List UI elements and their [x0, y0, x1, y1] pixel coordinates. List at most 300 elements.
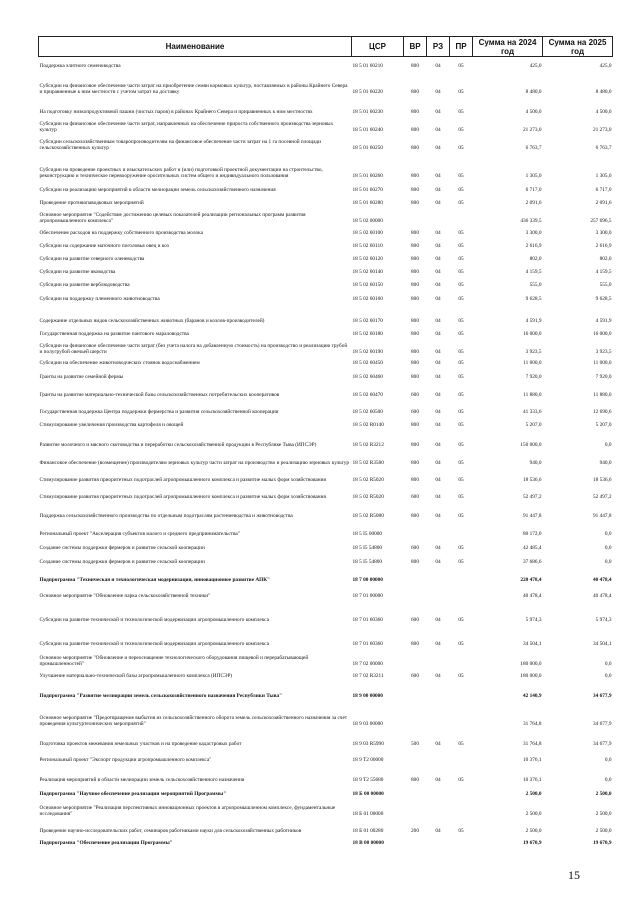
row-name: Основное мероприятие "Реализация перспективных инновационных проектов в агропромышленном комплексе, фундаментальные исследования" — [39, 804, 336, 817]
header-sum-2024: Сумма на 2024 год — [473, 37, 543, 57]
budget-table — [38, 36, 613, 846]
table-row — [39, 500, 613, 519]
row-sum-2024: 4 159,5 — [525, 268, 542, 275]
row-sum-2025: 52 497,2 — [592, 493, 612, 500]
table-row — [39, 95, 613, 115]
row-sum-2025: 6 717,0 — [595, 186, 612, 193]
row-name: Государственная поддержка Центра поддержки фермерства и развития сельскохозяйственной кооперации — [39, 408, 279, 415]
table-row — [39, 193, 613, 206]
row-name: Поддержка сельскохозяйственного производства по отдельным подотраслям растениеводства и животноводства — [39, 512, 293, 519]
row-sum-2024: 436 339,5 — [520, 217, 542, 224]
table-row — [39, 288, 613, 302]
table-row — [39, 551, 613, 565]
row-csr: 18 5 02 60140 — [352, 268, 383, 275]
row-sum-2025: 0,0 — [604, 558, 612, 565]
row-sum-2025: 940,0 — [599, 459, 612, 466]
row-csr: 18 7 00 00000 — [352, 576, 383, 583]
row-sum-2025: 2 500,0 — [595, 790, 612, 797]
table-row — [39, 699, 613, 727]
row-sum-2025: 8 480,0 — [595, 88, 612, 95]
row-vr: 800 — [411, 640, 419, 647]
row-pr: 05 — [458, 512, 464, 519]
row-pr: 05 — [458, 348, 464, 355]
row-vr: 800 — [411, 330, 419, 337]
table-row — [39, 275, 613, 288]
row-rz: 04 — [435, 348, 441, 355]
row-csr: 18 Б 00 00000 — [352, 790, 384, 797]
row-csr: 18 5 02 R5020 — [352, 493, 384, 500]
row-pr: 05 — [458, 827, 464, 834]
table-row — [39, 69, 613, 95]
row-sum-2024: 21 273,0 — [522, 126, 542, 133]
row-csr: 18 7 01 60360 — [352, 640, 383, 647]
row-pr: 05 — [458, 640, 464, 647]
row-name: Основное мероприятие "Содействие достижению целевых показателей реализации региональных программ развития агропромышленного комплекса" — [39, 211, 306, 224]
row-sum-2024: 3 300,0 — [525, 229, 542, 236]
row-sum-2025: 0,0 — [604, 672, 612, 679]
row-sum-2025: 2 616,9 — [595, 242, 612, 249]
table-row — [39, 236, 613, 249]
row-pr — [450, 699, 473, 727]
row-csr: 18 7 02 00000 — [352, 660, 383, 667]
row-vr: 800 — [411, 512, 419, 519]
row-sum-2025: 5 207,0 — [595, 421, 612, 428]
row-csr: 18 9 00 00000 — [352, 692, 383, 699]
row-csr: 18 5 I5 54800 — [352, 558, 383, 565]
row-rz — [427, 583, 450, 599]
page-number: 15 — [568, 868, 580, 882]
row-rz: 04 — [435, 391, 441, 398]
table-row — [39, 324, 613, 337]
row-csr: 18 5 02 R3212 — [352, 441, 384, 448]
row-sum-2024: 4 500,0 — [525, 108, 542, 115]
table-row — [39, 667, 613, 679]
header-name: Наименование — [39, 37, 352, 57]
row-sum-2024: 2 500,0 — [525, 790, 542, 797]
row-pr: 05 — [458, 126, 464, 133]
table-row — [39, 783, 613, 797]
row-sum-2024: 2 616,9 — [525, 242, 542, 249]
row-name: Стимулирование развития приоритетных подотраслей агропромышленного комплекса и развитие малых форм хозяйствования — [39, 476, 326, 483]
row-sum-2025: 34 677,9 — [592, 720, 612, 727]
row-pr: 05 — [458, 359, 464, 366]
row-sum-2024: 220 478,4 — [520, 576, 542, 583]
row-pr: 05 — [458, 144, 464, 151]
row-pr: 05 — [458, 172, 464, 179]
row-sum-2024: 37 686,6 — [522, 558, 542, 565]
row-csr: 18 5 02 60100 — [352, 229, 383, 236]
row-name: Субсидии на проведение проектных и изыскательских работ и (или) подготовкой проектной документации на строительство, реконструкцию и техническое перевооружение оросительных систем общего и индивидуального пользования — [39, 166, 323, 179]
row-csr: 18 5 01 60210 — [352, 62, 383, 69]
row-pr: 05 — [458, 672, 464, 679]
row-pr: 05 — [458, 330, 464, 337]
row-name: Подпрограмма "Техническая и технологическая модернизация, инновационное развитие АПК" — [39, 576, 270, 583]
table-row — [39, 727, 613, 747]
row-name: Основное мероприятие "Предотвращение выбытия из сельскохозяйственного оборота земель сельскохозяйственного назначения за счет проведения культуртехнических мероприятий" — [39, 714, 348, 727]
row-pr: 05 — [458, 229, 464, 236]
row-name: Субсидии на финансовое обеспечение части затрат, направленных на обеспечение прироста собственного производства зерновых культур — [39, 120, 334, 133]
row-pr: 05 — [458, 88, 464, 95]
row-sum-2024: 940,0 — [529, 459, 542, 466]
header-vr: ВР — [404, 37, 427, 57]
row-csr: 18 5 02 60470 — [352, 391, 383, 398]
table-row — [39, 763, 613, 783]
row-vr: 800 — [411, 144, 419, 151]
row-sum-2024: 2 500,0 — [525, 827, 542, 834]
row-name: Основное мероприятие "Обновление и переоснащение технологического оборудования пищевой и перерабатывающей промышленностей" — [39, 654, 309, 667]
row-name: Улучшение материально-технической базы агропромышленного комплекса (ИПСЭР) — [39, 672, 233, 679]
table-row — [39, 448, 613, 466]
row-rz: 04 — [435, 776, 441, 783]
table-row — [39, 206, 613, 224]
row-sum-2025: 2 091,6 — [595, 199, 612, 206]
row-rz — [427, 679, 450, 699]
row-sum-2024: 31 764,8 — [522, 740, 542, 747]
row-sum-2024: 19 670,9 — [522, 839, 542, 846]
row-csr: 18 7 01 60360 — [352, 616, 383, 623]
row-pr: 05 — [458, 62, 464, 69]
row-vr: 500 — [411, 740, 419, 747]
row-name: Субсидии сельскохозяйственным товаропроизводителям на финансовое обеспечение части затрат на 1 га посевной площади сельскохозяйственных культур — [39, 138, 321, 151]
row-vr: 800 — [411, 242, 419, 249]
row-sum-2025: 0,0 — [604, 544, 612, 551]
table-row — [39, 355, 613, 366]
row-vr: 800 — [411, 126, 419, 133]
row-sum-2024: 52 497,2 — [522, 493, 542, 500]
row-sum-2025: 257 696,5 — [590, 217, 612, 224]
row-rz: 04 — [435, 493, 441, 500]
row-sum-2025: 1 305,0 — [595, 172, 612, 179]
row-pr: 05 — [458, 391, 464, 398]
row-sum-2025: 9 628,5 — [595, 295, 612, 302]
row-csr: 18 5 02 60160 — [352, 295, 383, 302]
row-pr: 05 — [458, 199, 464, 206]
row-sum-2024: 3 923,5 — [525, 348, 542, 355]
row-name: Поддержка элитного семеноводства — [39, 62, 121, 69]
row-sum-2025: 34 677,9 — [592, 740, 612, 747]
row-pr: 05 — [458, 421, 464, 428]
table-header — [39, 37, 613, 57]
row-csr: 18 5 01 60230 — [352, 108, 383, 115]
row-csr: 18 5 02 60460 — [352, 373, 383, 380]
row-vr: 600 — [411, 493, 419, 500]
row-name: Субсидии на развитие яководства — [39, 268, 116, 275]
row-name: Обеспечение расходов на поддержку собственного производства молока — [39, 229, 204, 236]
row-pr: 05 — [458, 493, 464, 500]
row-rz — [427, 797, 450, 817]
row-csr: 18 5 02 60120 — [352, 255, 383, 262]
row-rz: 04 — [435, 421, 441, 428]
row-rz: 04 — [435, 255, 441, 262]
row-sum-2025: 0,0 — [604, 776, 612, 783]
row-name: Подпрограмма "Развитие мелиорации земель сельскохозяйственного назначения Республики Тыва" — [39, 692, 283, 699]
row-vr: 800 — [411, 268, 419, 275]
row-vr: 800 — [411, 359, 419, 366]
row-pr — [450, 565, 473, 583]
row-csr: 18 5 02 60180 — [352, 330, 383, 337]
row-sum-2024: 18 536,6 — [522, 476, 542, 483]
table-row — [39, 466, 613, 483]
row-pr — [450, 747, 473, 763]
row-sum-2024: 6 763,7 — [525, 144, 542, 151]
table-row — [39, 679, 613, 699]
row-sum-2024: 2 500,0 — [525, 810, 542, 817]
row-rz — [427, 519, 450, 537]
row-name: Субсидии на содержание маточного поголовья овец и коз — [39, 242, 169, 249]
header-pr: ПР — [450, 37, 473, 57]
row-sum-2024: 802,0 — [529, 255, 542, 262]
row-rz: 04 — [435, 459, 441, 466]
row-vr — [404, 206, 427, 224]
row-vr: 600 — [411, 672, 419, 679]
row-sum-2024: 150 000,0 — [520, 441, 542, 448]
row-rz: 04 — [435, 268, 441, 275]
row-sum-2024: 10 376,1 — [522, 776, 542, 783]
row-pr: 05 — [458, 459, 464, 466]
row-vr: 800 — [411, 421, 419, 428]
row-vr: 800 — [411, 348, 419, 355]
row-csr: 18 9 T2 00000 — [352, 756, 384, 763]
table-row — [39, 57, 613, 69]
row-pr — [450, 583, 473, 599]
row-vr — [404, 519, 427, 537]
row-vr: 800 — [411, 88, 419, 95]
table-row — [39, 599, 613, 623]
row-pr: 05 — [458, 108, 464, 115]
row-name: Субсидии на обеспечение животноводческих стоянок водоснабжением — [39, 359, 200, 366]
row-name: Субсидии на развитие технической и технологической модернизации агропромышленного комплекса — [39, 640, 269, 647]
row-rz: 04 — [435, 640, 441, 647]
table-row — [39, 483, 613, 500]
row-csr: 18 5 02 60190 — [352, 348, 383, 355]
row-name: Гранты на развитие материально-технической базы сельскохозяйственных потребительских кооперативов — [39, 391, 280, 398]
row-sum-2024: 11 000,0 — [523, 359, 542, 366]
row-pr — [450, 783, 473, 797]
row-pr: 05 — [458, 740, 464, 747]
row-sum-2025: 0,0 — [604, 660, 612, 667]
row-rz: 04 — [435, 242, 441, 249]
row-pr: 05 — [458, 255, 464, 262]
row-name: Субсидии на реализацию мероприятий в области мелиорации земель сельскохозяйственного назначения — [39, 186, 276, 193]
row-rz: 04 — [435, 616, 441, 623]
row-vr: 800 — [411, 255, 419, 262]
row-sum-2024: 91 447,8 — [522, 512, 542, 519]
row-vr: 800 — [411, 558, 419, 565]
row-rz: 04 — [435, 441, 441, 448]
row-vr — [404, 583, 427, 599]
row-vr: 800 — [411, 281, 419, 288]
row-sum-2025: 4 500,0 — [595, 108, 612, 115]
row-pr: 05 — [458, 268, 464, 275]
row-csr: 18 5 01 60240 — [352, 126, 383, 133]
row-csr: 18 9 03 00000 — [352, 720, 383, 727]
row-csr: 18 5 02 60450 — [352, 359, 383, 366]
row-vr — [404, 679, 427, 699]
row-pr — [450, 797, 473, 817]
table-row — [39, 583, 613, 599]
row-name: Государственная поддержка на развитие пантового мараловодства — [39, 330, 189, 337]
row-pr: 05 — [458, 558, 464, 565]
row-rz: 04 — [435, 144, 441, 151]
row-vr: 800 — [411, 62, 419, 69]
row-name: Субсидии на развитие северного оленеводства — [39, 255, 145, 262]
row-name: Субсидии на развитие верблюдоводства — [39, 281, 130, 288]
row-rz — [427, 565, 450, 583]
row-rz — [427, 747, 450, 763]
row-vr: 800 — [411, 295, 419, 302]
row-sum-2025: 3 923,5 — [595, 348, 612, 355]
row-csr: 18 5 02 R5080 — [352, 512, 384, 519]
row-sum-2024: 180 000,0 — [520, 660, 542, 667]
row-pr: 05 — [458, 186, 464, 193]
row-csr: 18 5 02 60500 — [352, 408, 383, 415]
table-row — [39, 398, 613, 415]
table-row — [39, 302, 613, 324]
row-rz: 04 — [435, 512, 441, 519]
row-rz: 04 — [435, 672, 441, 679]
row-pr: 05 — [458, 373, 464, 380]
row-name: Субсидии на финансовое обеспечение части затрат (без учета налога на добавленную стоимость) на производство и реализацию грубой и полугрубой овечьей шерсти — [39, 342, 348, 355]
header-rz: РЗ — [427, 37, 450, 57]
row-csr: 18 5 02 60110 — [352, 242, 383, 249]
row-name: Региональный проект "Экспорт продукции агропромышленного комплекса" — [39, 756, 212, 763]
table-row — [39, 224, 613, 236]
table-row — [39, 565, 613, 583]
header-sum-2025: Сумма на 2025 год — [543, 37, 613, 57]
row-sum-2025: 6 763,7 — [595, 144, 612, 151]
row-name: Гранты на развитие семейной фермы — [39, 373, 124, 380]
row-csr: 18 5 01 60250 — [352, 144, 383, 151]
row-rz: 04 — [435, 827, 441, 834]
row-name: Подготовка проектов межевания земельных участков и на проведение кадастровых работ — [39, 740, 242, 747]
row-pr: 05 — [458, 616, 464, 623]
row-vr: 600 — [411, 391, 419, 398]
row-sum-2025: 2 500,0 — [595, 810, 612, 817]
row-sum-2025: 802,0 — [599, 255, 612, 262]
row-rz — [427, 206, 450, 224]
row-rz: 04 — [435, 558, 441, 565]
row-csr: 18 5 01 60260 — [352, 172, 383, 179]
row-vr: 800 — [411, 776, 419, 783]
row-vr: 800 — [411, 199, 419, 206]
row-rz: 04 — [435, 229, 441, 236]
row-csr: 18 5 I5 54800 — [352, 544, 383, 551]
row-csr: 18 5 02 R0140 — [352, 421, 384, 428]
row-sum-2024: 8 480,0 — [525, 88, 542, 95]
row-name: Подпрограмма "Научное обеспечение реализации мероприятий Программы" — [39, 790, 227, 797]
row-sum-2024: 7 920,0 — [525, 373, 542, 380]
row-sum-2025: 12 690,6 — [592, 408, 612, 415]
row-rz: 04 — [435, 373, 441, 380]
row-pr — [450, 519, 473, 537]
table-row — [39, 133, 613, 151]
row-sum-2025: 2 500,0 — [595, 827, 612, 834]
row-vr: 800 — [411, 172, 419, 179]
row-pr — [450, 834, 473, 846]
table-row — [39, 366, 613, 380]
row-vr: 600 — [411, 408, 419, 415]
row-rz: 04 — [435, 740, 441, 747]
row-sum-2025: 0,0 — [604, 530, 612, 537]
row-rz: 04 — [435, 199, 441, 206]
row-sum-2024: 41 333,6 — [522, 408, 542, 415]
row-csr: 18 9 03 R5990 — [352, 740, 384, 747]
row-rz: 04 — [435, 172, 441, 179]
row-csr: 18 5 01 60280 — [352, 199, 383, 206]
table-row — [39, 797, 613, 817]
row-sum-2025: 7 920,0 — [595, 373, 612, 380]
row-sum-2025: 11 000,0 — [593, 359, 612, 366]
row-sum-2024: 2 091,6 — [525, 199, 542, 206]
row-sum-2024: 6 717,0 — [525, 186, 542, 193]
row-vr: 800 — [411, 459, 419, 466]
row-csr: 18 5 01 60220 — [352, 88, 383, 95]
row-sum-2025: 11 880,0 — [593, 391, 612, 398]
row-csr: 18 5 02 R5020 — [352, 476, 384, 483]
row-vr — [404, 797, 427, 817]
table-row — [39, 115, 613, 133]
row-sum-2024: 31 764,8 — [522, 720, 542, 727]
row-name: Субсидии на развитие технической и технологической модернизации агропромышленного комплекса — [39, 616, 269, 623]
row-sum-2024: 180 000,0 — [520, 672, 542, 679]
row-pr — [450, 679, 473, 699]
table-row — [39, 747, 613, 763]
row-pr: 05 — [458, 544, 464, 551]
row-name: Подпрограмма "Обеспечение реализации Программы" — [39, 839, 173, 846]
row-csr: 18 7 01 00000 — [352, 592, 383, 599]
table-row — [39, 337, 613, 355]
row-sum-2024: 1 305,0 — [525, 172, 542, 179]
row-csr: 18 5 I5 00000 — [352, 530, 383, 537]
table-row — [39, 249, 613, 262]
table-row — [39, 537, 613, 551]
row-sum-2025: 16 000,0 — [592, 330, 612, 337]
row-sum-2025: 5 974,3 — [595, 616, 612, 623]
row-vr — [404, 834, 427, 846]
row-pr: 05 — [458, 441, 464, 448]
row-name: Субсидии на финансовое обеспечение части затрат на приобретение семян кормовых культур, поставляемых в районы Крайнего Севера и приравненные к ним местности с учетом затрат на доставку — [39, 82, 348, 95]
row-name: Проведение противопаводковых мероприятий — [39, 199, 144, 206]
row-sum-2025: 0,0 — [604, 756, 612, 763]
row-sum-2025: 91 447,8 — [592, 512, 612, 519]
table-row — [39, 262, 613, 275]
row-csr: 18 В 00 00000 — [352, 839, 384, 846]
table-row — [39, 834, 613, 846]
row-vr: 800 — [411, 317, 419, 324]
row-name: Финансовое обеспечение (возмещение) производителям зерновых культур части затрат на производство и реализацию зерновых культур — [39, 459, 350, 466]
row-sum-2025: 21 273,0 — [592, 126, 612, 133]
row-sum-2024: 11 880,0 — [523, 391, 542, 398]
row-pr: 05 — [458, 281, 464, 288]
table-body — [39, 57, 613, 846]
row-csr: 18 5 02 60150 — [352, 281, 383, 288]
row-rz: 04 — [435, 126, 441, 133]
row-name: Создание системы поддержки фермеров и развитие сельской кооперации — [39, 558, 205, 565]
row-pr — [450, 206, 473, 224]
row-csr: 18 Б 01 00280 — [352, 827, 384, 834]
table-row — [39, 519, 613, 537]
row-sum-2024: 42 140,9 — [522, 692, 542, 699]
row-sum-2024: 80 172,0 — [522, 530, 542, 537]
row-sum-2024: 5 207,0 — [525, 421, 542, 428]
table-row — [39, 647, 613, 667]
row-csr: 18 Б 01 00000 — [352, 810, 384, 817]
row-sum-2025: 3 300,0 — [595, 229, 612, 236]
row-sum-2024: 9 628,5 — [525, 295, 542, 302]
row-rz: 04 — [435, 317, 441, 324]
row-csr: 18 9 T2 55680 — [352, 776, 384, 783]
table-row — [39, 817, 613, 834]
